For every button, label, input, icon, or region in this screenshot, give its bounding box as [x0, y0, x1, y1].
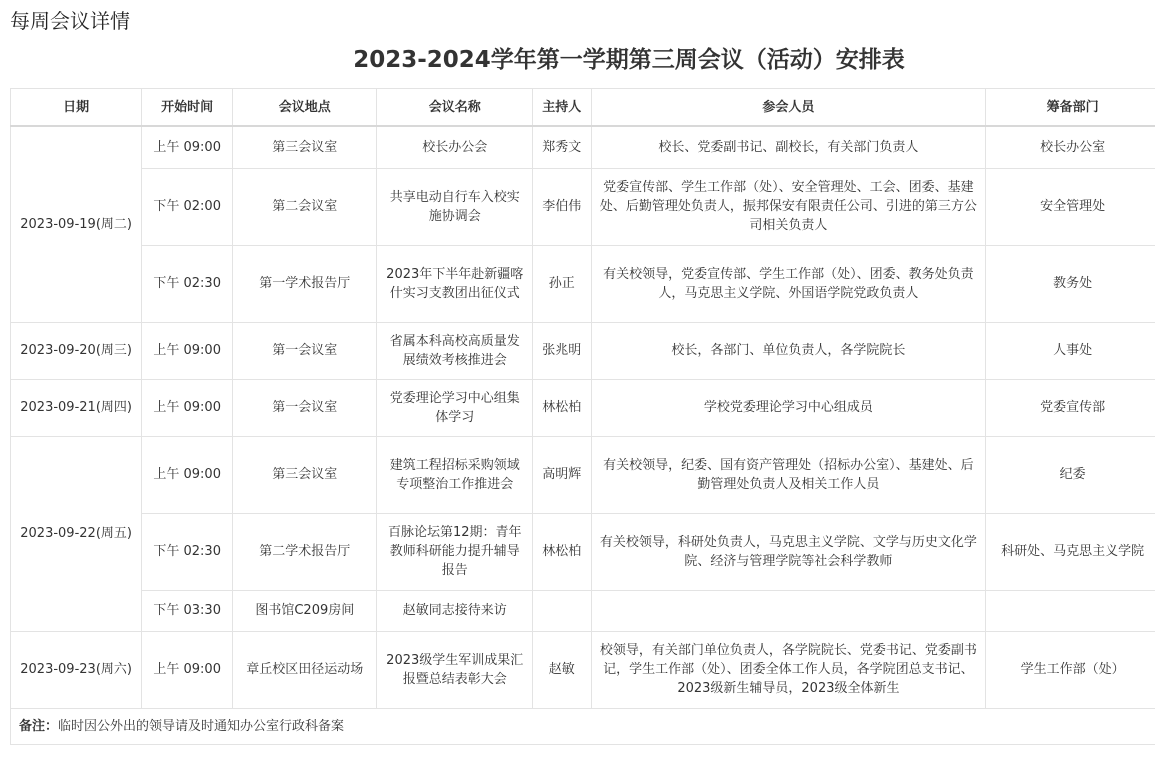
department-cell [986, 590, 1155, 631]
date-cell: 2023-09-22(周五) [11, 436, 142, 631]
page-heading: 每周会议详情 [10, 9, 130, 33]
meeting-schedule-table [10, 88, 1155, 745]
attendees-cell: 有关校领导，纪委、国有资产管理处（招标办公室）、基建处、后勤管理处负责人及相关工作人员 [591, 436, 986, 513]
location-cell: 第一学术报告厅 [233, 245, 377, 322]
location-cell: 第二会议室 [233, 168, 377, 245]
meeting-name-cell: 共享电动自行车入校实施协调会 [377, 168, 532, 245]
date-cell: 2023-09-23(周六) [11, 631, 142, 708]
header-department: 筹备部门 [986, 89, 1155, 127]
host-cell: 高明辉 [532, 436, 591, 513]
time-cell: 下午 02:30 [142, 513, 233, 590]
table-header-row [11, 89, 1155, 127]
header-start-time: 开始时间 [142, 89, 233, 127]
location-cell: 第三会议室 [233, 126, 377, 168]
attendees-cell: 校领导，有关部门单位负责人，各学院院长、党委书记、党委副书记，学生工作部（处）、团委全体工作人员，各学院团总支书记、2023级新生辅导员，2023级全体新生 [591, 631, 986, 708]
table-row [11, 436, 1155, 513]
location-cell: 章丘校区田径运动场 [233, 631, 377, 708]
meeting-name-cell: 赵敏同志接待来访 [377, 590, 532, 631]
attendees-cell: 学校党委理论学习中心组成员 [591, 379, 986, 436]
time-cell: 上午 09:00 [142, 379, 233, 436]
date-cell: 2023-09-19(周二) [11, 126, 142, 322]
document-title: 2023-2024学年第一学期第三周会议（活动）安排表 [353, 47, 905, 73]
table-row [11, 379, 1155, 436]
header-location: 会议地点 [233, 89, 377, 127]
table-row [11, 126, 1155, 168]
note-label: 备注： [19, 718, 59, 734]
host-cell: 赵敏 [532, 631, 591, 708]
attendees-cell: 校长、党委副书记、副校长，有关部门负责人 [591, 126, 986, 168]
host-cell [532, 590, 591, 631]
attendees-cell: 校长，各部门、单位负责人，各学院院长 [591, 322, 986, 379]
table-row [11, 590, 1155, 631]
header-date: 日期 [11, 89, 142, 127]
time-cell: 上午 09:00 [142, 126, 233, 168]
location-cell: 第一会议室 [233, 322, 377, 379]
time-cell: 上午 09:00 [142, 631, 233, 708]
host-cell: 孙正 [532, 245, 591, 322]
table-row [11, 322, 1155, 379]
meeting-name-cell: 党委理论学习中心组集体学习 [377, 379, 532, 436]
date-cell: 2023-09-20(周三) [11, 322, 142, 379]
department-cell: 校长办公室 [986, 126, 1155, 168]
table-row [11, 513, 1155, 590]
location-cell: 图书馆C209房间 [233, 590, 377, 631]
location-cell: 第一会议室 [233, 379, 377, 436]
host-cell: 林松柏 [532, 379, 591, 436]
header-attendees: 参会人员 [591, 89, 986, 127]
attendees-cell: 党委宣传部、学生工作部（处）、安全管理处、工会、团委、基建处、后勤管理处负责人，振邦保安有限责任公司、引进的第三方公司相关负责人 [591, 168, 986, 245]
table-row [11, 168, 1155, 245]
meeting-name-cell: 省属本科高校高质量发展绩效考核推进会 [377, 322, 532, 379]
header-meeting-name: 会议名称 [377, 89, 532, 127]
time-cell: 下午 02:00 [142, 168, 233, 245]
host-cell: 张兆明 [532, 322, 591, 379]
meeting-name-cell: 百脉论坛第12期：青年教师科研能力提升辅导报告 [377, 513, 532, 590]
date-cell: 2023-09-21(周四) [11, 379, 142, 436]
department-cell: 纪委 [986, 436, 1155, 513]
header-host: 主持人 [532, 89, 591, 127]
time-cell: 上午 09:00 [142, 436, 233, 513]
host-cell: 郑秀文 [532, 126, 591, 168]
department-cell: 学生工作部（处） [986, 631, 1155, 708]
department-cell: 安全管理处 [986, 168, 1155, 245]
meeting-name-cell: 2023年下半年赴新疆喀什实习支教团出征仪式 [377, 245, 532, 322]
table-row [11, 631, 1155, 708]
note-cell [11, 708, 1155, 744]
department-cell: 科研处、马克思主义学院 [986, 513, 1155, 590]
host-cell: 李伯伟 [532, 168, 591, 245]
table-row [11, 245, 1155, 322]
note-row [11, 708, 1155, 744]
attendees-cell [591, 590, 986, 631]
note-text: 临时因公外出的领导请及时通知办公室行政科备案 [58, 718, 345, 734]
meeting-name-cell: 校长办公会 [377, 126, 532, 168]
time-cell: 上午 09:00 [142, 322, 233, 379]
host-cell: 林松柏 [532, 513, 591, 590]
department-cell: 人事处 [986, 322, 1155, 379]
meeting-name-cell: 2023级学生军训成果汇报暨总结表彰大会 [377, 631, 532, 708]
location-cell: 第三会议室 [233, 436, 377, 513]
attendees-cell: 有关校领导，科研处负责人，马克思主义学院、文学与历史文化学院、经济与管理学院等社会科学教师 [591, 513, 986, 590]
meeting-name-cell: 建筑工程招标采购领域专项整治工作推进会 [377, 436, 532, 513]
department-cell: 教务处 [986, 245, 1155, 322]
location-cell: 第二学术报告厅 [233, 513, 377, 590]
time-cell: 下午 02:30 [142, 245, 233, 322]
department-cell: 党委宣传部 [986, 379, 1155, 436]
time-cell: 下午 03:30 [142, 590, 233, 631]
attendees-cell: 有关校领导，党委宣传部、学生工作部（处）、团委、教务处负责人，马克思主义学院、外国语学院党政负责人 [591, 245, 986, 322]
